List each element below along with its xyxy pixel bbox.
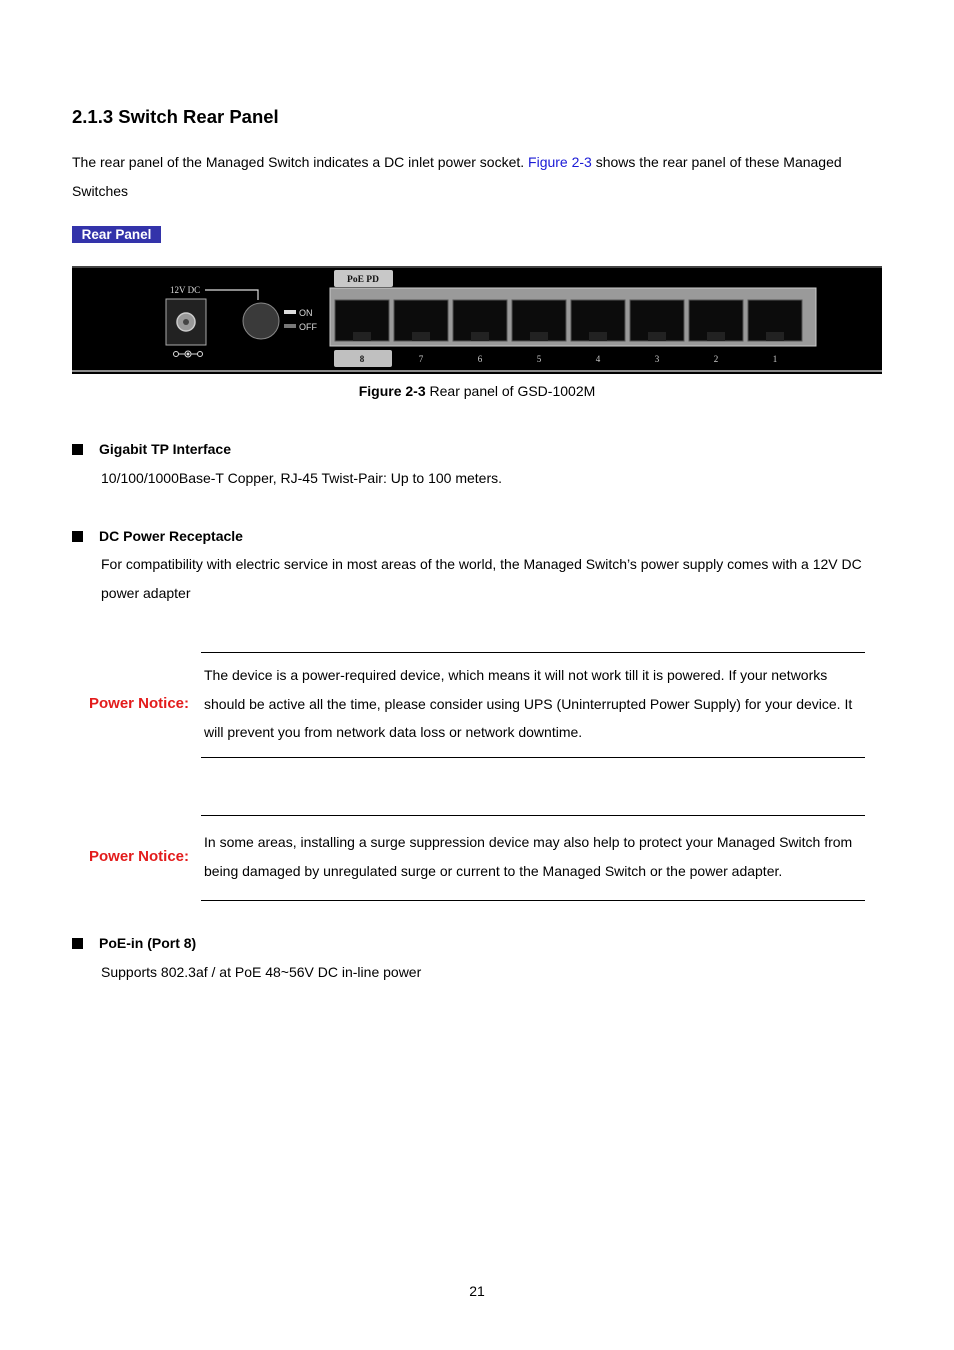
port-number-5: 5: [536, 354, 542, 364]
bullet-title: DC Power Receptacle: [99, 528, 243, 544]
port-number-4: 4: [595, 354, 601, 364]
power-notice-label: Power Notice:: [89, 695, 190, 712]
rear-panel-tag: Rear Panel: [72, 226, 161, 243]
rj45-port-latch: [412, 332, 430, 341]
notice-top-rule: [201, 652, 865, 653]
intro-text-before: The rear panel of the Managed Switch indicates a DC inlet power socket.: [72, 154, 529, 170]
bullet-title: PoE-in (Port 8): [99, 935, 197, 951]
square-bullet-icon: [72, 531, 83, 542]
rj45-port-latch: [530, 332, 548, 341]
bullet-title: Gigabit TP Interface: [99, 441, 231, 457]
bullet-body: 10/100/1000Base-T Copper, RJ-45 Twist-Pair: Up to 100 meters.: [101, 470, 503, 486]
power-switch-icon: [243, 303, 279, 339]
poe-pd-label: PoE PD: [347, 275, 379, 285]
rj45-port-latch: [353, 332, 371, 341]
port-number-6: 6: [477, 354, 483, 364]
port-number-2: 2: [713, 354, 719, 364]
rj45-port-latch: [471, 332, 489, 341]
rj45-port-latch: [648, 332, 666, 341]
notice-bottom-rule: [201, 900, 865, 901]
rear-panel-figure: [72, 266, 882, 376]
caption-figure-label: Figure 2-3: [358, 383, 426, 399]
section-heading: 2.1.3 Switch Rear Panel: [72, 106, 279, 127]
power-notice-label: Power Notice:: [89, 848, 190, 865]
intro-paragraph: [72, 148, 892, 205]
dc-label: 12V DC: [170, 285, 201, 295]
notice-top-rule: [201, 815, 865, 816]
switch-off-label: OFF: [299, 322, 317, 332]
square-bullet-icon: [72, 444, 83, 455]
bullet-poe-in: [72, 935, 196, 951]
bullet-gigabit-tp: [72, 441, 231, 457]
intro-text-after: shows the rear panel of these Managed Switches: [72, 154, 842, 199]
caption-text: Rear panel of GSD-1002M: [425, 383, 596, 399]
rj45-port-latch: [589, 332, 607, 341]
rj45-port-latch: [707, 332, 725, 341]
square-bullet-icon: [72, 938, 83, 949]
power-notice-text: In some areas, installing a surge suppression device may also help to protect your Managed Switch from being damaged by unregulated surge or current to the Managed Switch or the power adapter.: [204, 834, 853, 879]
figure-link[interactable]: Figure 2-3: [528, 154, 592, 170]
figure-caption: [0, 383, 954, 399]
page-number: 21: [469, 1283, 485, 1299]
bullet-body: Supports 802.3af / at PoE 48~56V DC in-line power: [101, 964, 422, 980]
switch-on-label: ON: [299, 308, 313, 318]
port-number-3: 3: [654, 354, 660, 364]
bullet-dc-power: [72, 528, 243, 544]
port-number-8: 8: [359, 354, 365, 364]
notice-bottom-rule: [201, 757, 865, 758]
port-number-1: 1: [772, 354, 778, 364]
rj45-port-latch: [766, 332, 784, 341]
port-number-7: 7: [418, 354, 424, 364]
bullet-body: For compatibility with electric service in most areas of the world, the Managed Switch’s power supply comes with a 12V DC power adapter: [101, 556, 862, 601]
power-notice-text: The device is a power-required device, which means it will not work till it is powered. If your networks should be active all the time, please consider using UPS (Uninterrupted Power Supply) for your device. It will prevent you from network data loss or network downtime.: [204, 667, 853, 740]
